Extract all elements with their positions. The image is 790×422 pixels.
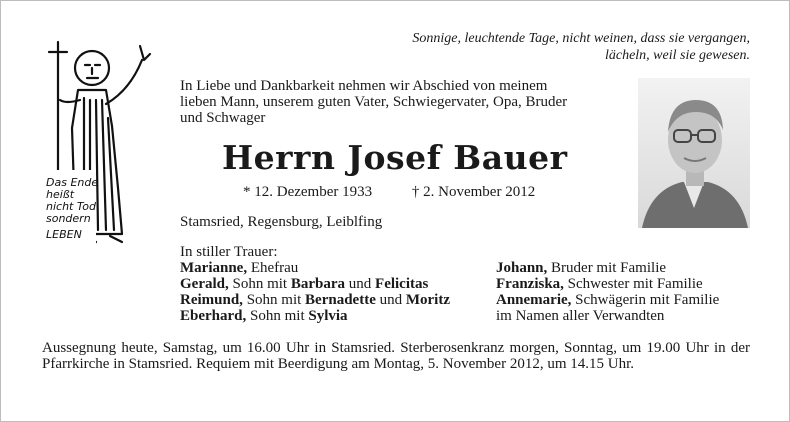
mourner-name: Eberhard, (180, 308, 247, 324)
mourner-entry (180, 276, 450, 292)
mourner-entry (496, 292, 719, 308)
memorial-quote (320, 30, 750, 64)
mourner-name: Franziska, (496, 276, 564, 292)
intro-text (180, 78, 630, 126)
mourner-relation: Sohn mit (228, 276, 291, 292)
emblem-line-3: nicht Tod (46, 200, 96, 213)
mourners-list-right (496, 260, 719, 324)
mourner-relation: Schwägerin mit Familie (571, 292, 720, 308)
quote-line-1: Sonnige, leuchtende Tage, nicht weinen, dass sie vergangen, (412, 31, 750, 46)
death-date: † 2. November 2012 (411, 184, 536, 200)
mourner-relation: Ehefrau (247, 260, 299, 276)
mourners-heading: In stiller Trauer: (180, 244, 278, 260)
mourner-name: Moritz (405, 292, 450, 308)
mourner-name: Johann, (496, 260, 548, 276)
emblem-line-5: LEBEN (46, 228, 82, 241)
mourner-name: Annemarie, (496, 292, 572, 308)
mourner-name: Marianne, (180, 260, 248, 276)
mourner-name: Gerald, (180, 276, 229, 292)
deceased-name: Herrn Josef Bauer (222, 138, 568, 177)
intro-line-2: lieben Mann, unserem guten Vater, Schwiegervater, Opa, Bruder (180, 94, 568, 110)
mourner-relation: und (375, 292, 406, 308)
mourner-entry (496, 276, 719, 292)
quote-line-2: lächeln, weil sie gewesen. (604, 48, 750, 63)
mourner-name: Barbara (290, 276, 346, 292)
intro-line-3: und Schwager (180, 110, 266, 126)
mourner-relation: und (345, 276, 376, 292)
mourner-name: Sylvia (308, 308, 348, 324)
mourners-list-left (180, 260, 450, 324)
mourner-entry (180, 292, 450, 308)
mourner-relation: Schwester mit Familie (563, 276, 703, 292)
funeral-details: Aussegnung heute, Samstag, um 16.00 Uhr in Stamsried. Sterberosenkranz morgen, Sonntag, um 19.00 Uhr in der Pfarrkirche in Stamsried. Requiem mit Beerdigung am Montag, 5. November 2012, um 14.15 Uhr. (42, 340, 750, 372)
emblem-line-4: sondern (46, 212, 91, 225)
mourner-entry (496, 260, 719, 276)
intro-line-1: In Liebe und Dankbarkeit nehmen wir Abschied von meinem (180, 78, 548, 94)
emblem-line-2: heißt (46, 188, 75, 201)
places-of-life: Stamsried, Regensburg, Leiblfing (180, 214, 383, 230)
mourner-entry (180, 260, 450, 276)
mourner-name: Bernadette (305, 292, 376, 308)
mourner-relation: Bruder mit Familie (547, 260, 667, 276)
emblem-line-1: Das Ende (46, 176, 99, 189)
mourner-relation: Sohn mit (242, 292, 306, 308)
mourner-entry (180, 308, 450, 324)
birth-date: * 12. Dezember 1933 (243, 184, 373, 200)
mourner-relation: im Namen aller Verwandten (496, 308, 665, 324)
mourner-name: Felicitas (375, 276, 429, 292)
risen-christ-emblem (44, 38, 166, 252)
mourner-name: Reimund, (180, 292, 243, 308)
mourner-entry (496, 308, 719, 324)
mourner-relation: Sohn mit (246, 308, 309, 324)
portrait-photo (638, 78, 750, 228)
life-dates (243, 184, 535, 201)
